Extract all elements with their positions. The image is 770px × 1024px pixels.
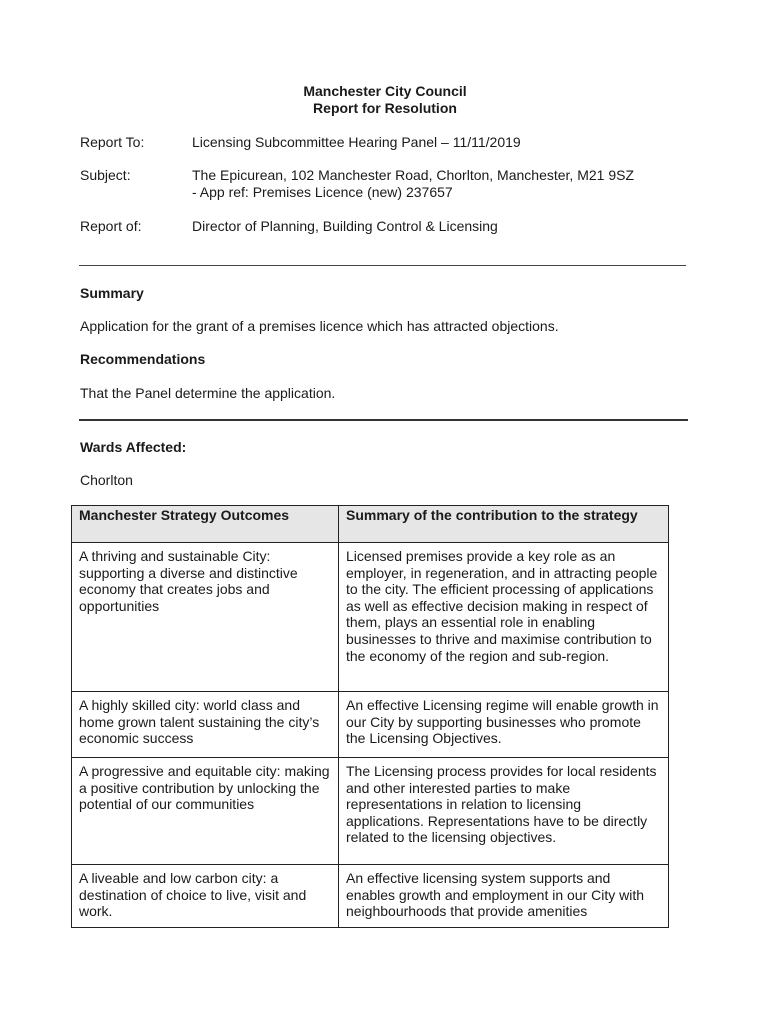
header-divider xyxy=(79,265,686,266)
summary-heading: Summary xyxy=(80,285,144,301)
header-outcomes: Manchester Strategy Outcomes xyxy=(72,506,339,543)
report-to-value: Licensing Subcommittee Hearing Panel – 11/11/2019 xyxy=(192,134,521,150)
contribution-cell: An effective licensing system supports and enables growth and employment in our City with neighbourhoods that provide amenities xyxy=(339,865,669,928)
report-type: Report for Resolution xyxy=(313,100,457,116)
subject-value xyxy=(192,167,697,201)
header-contribution: Summary of the contribution to the strategy xyxy=(339,506,669,543)
contribution-cell: An effective Licensing regime will enable growth in our City by supporting businesses who promote the Licensing Objectives. xyxy=(339,692,669,758)
subject-line-1: The Epicurean, 102 Manchester Road, Chorlton, Manchester, M21 9SZ xyxy=(192,167,635,183)
report-title-block xyxy=(0,83,770,117)
strategy-outcomes-table xyxy=(71,505,669,928)
contribution-cell: Licensed premises provide a key role as an employer, in regeneration, and in attracting people to the city. The efficient processing of applications as well as effective decision making in respect of them, plays an essential role in enabling businesses to thrive and maximise contribution to the economy of the region and sub-region. xyxy=(339,543,669,692)
subject-line-2: - App ref: Premises Licence (new) 237657 xyxy=(192,184,453,200)
table-row xyxy=(72,865,669,928)
table-row xyxy=(72,692,669,758)
contribution-cell: The Licensing process provides for local residents and other interested parties to make representations in relation to licensing applications. Representations have to be directly related to the licensing objectives. xyxy=(339,758,669,865)
summary-text: Application for the grant of a premises licence which has attracted objections. xyxy=(80,318,559,334)
table-header-row xyxy=(72,506,669,543)
section-divider xyxy=(79,419,688,421)
outcome-cell: A thriving and sustainable City: supporting a diverse and distinctive economy that creates jobs and opportunities xyxy=(72,543,339,692)
subject-label: Subject: xyxy=(80,167,131,183)
report-to-label: Report To: xyxy=(80,134,145,150)
outcome-cell: A progressive and equitable city: making a positive contribution by unlocking the potential of our communities xyxy=(72,758,339,865)
table-row xyxy=(72,758,669,865)
council-name: Manchester City Council xyxy=(303,83,467,99)
wards-value: Chorlton xyxy=(80,472,133,488)
recommendations-text: That the Panel determine the application. xyxy=(80,385,336,401)
report-of-value: Director of Planning, Building Control & Licensing xyxy=(192,218,498,234)
outcome-cell: A highly skilled city: world class and home grown talent sustaining the city’s economic success xyxy=(72,692,339,758)
report-of-label: Report of: xyxy=(80,218,142,234)
outcome-cell: A liveable and low carbon city: a destination of choice to live, visit and work. xyxy=(72,865,339,928)
table-row xyxy=(72,543,669,692)
recommendations-heading: Recommendations xyxy=(80,351,206,367)
wards-heading: Wards Affected: xyxy=(80,439,187,455)
